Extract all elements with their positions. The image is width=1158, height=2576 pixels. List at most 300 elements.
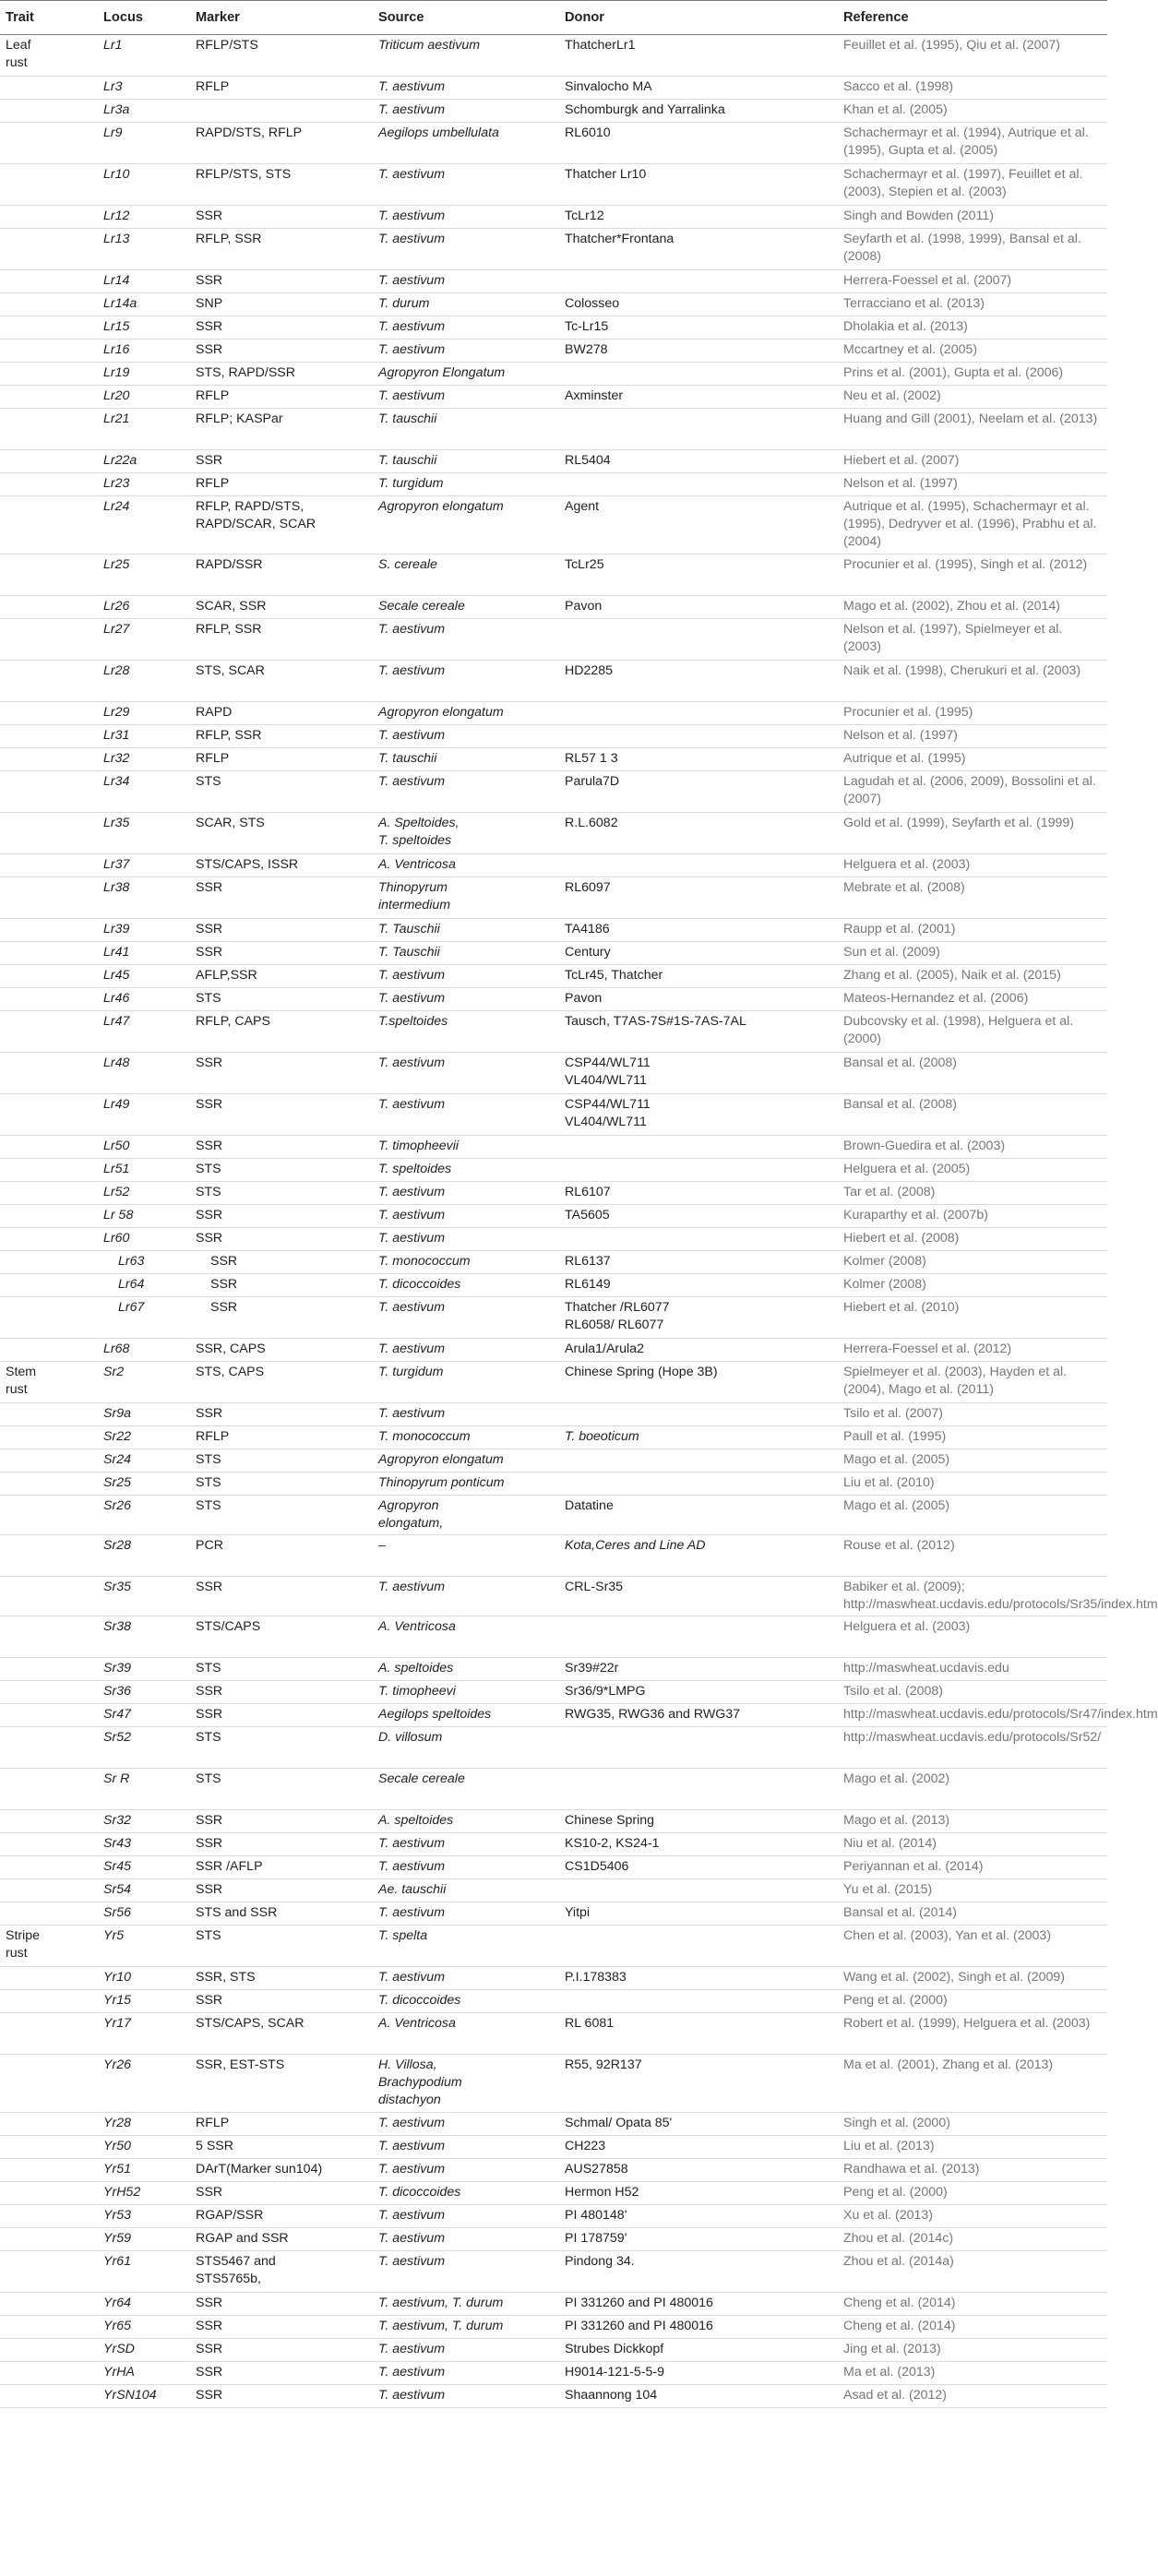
cell-locus: Lr12	[98, 206, 190, 229]
cell-trait	[0, 2205, 98, 2228]
cell-source: T. aestivum	[373, 100, 559, 123]
cell-source: T. aestivum	[373, 1339, 559, 1362]
cell-locus: Sr25	[98, 1473, 190, 1496]
cell-reference: Helguera et al. (2005)	[838, 1159, 1107, 1182]
cell-marker: STS	[190, 1473, 373, 1496]
cell-source: T. tauschii	[373, 409, 559, 450]
table-row	[0, 1426, 1107, 1449]
cell-reference: Peng et al. (2000)	[838, 1990, 1107, 2013]
cell-trait	[0, 77, 98, 100]
cell-trait	[0, 316, 98, 340]
table-row	[0, 1616, 1107, 1658]
table-row	[0, 2251, 1107, 2293]
cell-marker: RAPD/STS, RFLP	[190, 123, 373, 164]
cell-source: T. aestivum	[373, 2385, 559, 2408]
cell-marker: RFLP	[190, 77, 373, 100]
cell-trait	[0, 450, 98, 473]
cell-donor	[559, 1879, 838, 1902]
cell-donor: RL57 1 3	[559, 748, 838, 771]
cell-locus: Yr61	[98, 2251, 190, 2293]
cell-marker: STS	[190, 771, 373, 813]
cell-reference: Gold et al. (1999), Seyfarth et al. (1999)	[838, 813, 1107, 854]
cell-source: T. aestivum	[373, 965, 559, 988]
cell-reference: Tar et al. (2008)	[838, 1182, 1107, 1205]
cell-source: Ae. tauschii	[373, 1879, 559, 1902]
cell-locus: Sr39	[98, 1658, 190, 1681]
cell-marker: SSR	[190, 1251, 373, 1274]
cell-reference: Mago et al. (2005)	[838, 1449, 1107, 1473]
cell-donor: PI 178759'	[559, 2228, 838, 2251]
cell-reference: Schachermayr et al. (1994), Autrique et al. (1995), Gupta et al. (2005)	[838, 123, 1107, 164]
cell-donor: BW278	[559, 340, 838, 363]
cell-source: T. aestivum	[373, 1297, 559, 1339]
cell-marker: SSR	[190, 1577, 373, 1616]
table-row	[0, 1274, 1107, 1297]
cell-source: T. spelta	[373, 1926, 559, 1967]
cell-source: Triticum aestivum	[373, 35, 559, 77]
cell-locus: Sr2	[98, 1362, 190, 1403]
cell-donor	[559, 854, 838, 877]
cell-reference: Neu et al. (2002)	[838, 386, 1107, 409]
cell-donor: PI 480148'	[559, 2205, 838, 2228]
cell-reference: Autrique et al. (1995), Schachermayr et al. (1995), Dedryver et al. (1996), Prabhu et al. (2004)	[838, 496, 1107, 555]
table-row	[0, 619, 1107, 661]
cell-marker: STS, CAPS	[190, 1362, 373, 1403]
cell-reference: Zhang et al. (2005), Naik et al. (2015)	[838, 965, 1107, 988]
cell-source: T. aestivum	[373, 77, 559, 100]
cell-donor	[559, 1136, 838, 1159]
table-row	[0, 1011, 1107, 1053]
table-row	[0, 1297, 1107, 1339]
table-row	[0, 363, 1107, 386]
cell-source: T. aestivum	[373, 619, 559, 661]
cell-marker: PCR	[190, 1535, 373, 1577]
cell-reference: Helguera et al. (2003)	[838, 854, 1107, 877]
cell-donor: ThatcherLr1	[559, 35, 838, 77]
cell-reference: Spielmeyer et al. (2003), Hayden et al. (2004), Mago et al. (2011)	[838, 1362, 1107, 1403]
cell-reference: Brown-Guedira et al. (2003)	[838, 1136, 1107, 1159]
cell-locus: Yr64	[98, 2293, 190, 2316]
cell-reference: Tsilo et al. (2007)	[838, 1403, 1107, 1426]
table-row	[0, 2055, 1107, 2113]
cell-trait	[0, 1449, 98, 1473]
cell-donor	[559, 1769, 838, 1810]
cell-donor: Schmal/ Opata 85'	[559, 2113, 838, 2136]
cell-donor: Colosseo	[559, 293, 838, 316]
cell-donor	[559, 619, 838, 661]
cell-reference: Singh et al. (2000)	[838, 2113, 1107, 2136]
cell-donor	[559, 270, 838, 293]
cell-locus: Sr43	[98, 1833, 190, 1856]
cell-marker: SSR	[190, 2182, 373, 2205]
table-row	[0, 316, 1107, 340]
cell-trait	[0, 496, 98, 555]
cell-trait	[0, 1658, 98, 1681]
cell-locus: YrHA	[98, 2362, 190, 2385]
cell-source: T. aestivum	[373, 1403, 559, 1426]
cell-source: T. aestivum	[373, 1833, 559, 1856]
cell-reference: Zhou et al. (2014c)	[838, 2228, 1107, 2251]
table-row	[0, 1704, 1107, 1727]
cell-donor: Thatcher /RL6077 RL6058/ RL6077	[559, 1297, 838, 1339]
cell-reference: Herrera-Foessel et al. (2012)	[838, 1339, 1107, 1362]
cell-locus: Lr9	[98, 123, 190, 164]
cell-marker: STS and SSR	[190, 1902, 373, 1926]
cell-donor: RWG35, RWG36 and RWG37	[559, 1704, 838, 1727]
cell-trait	[0, 293, 98, 316]
cell-donor: RL6097	[559, 877, 838, 919]
cell-trait	[0, 409, 98, 450]
cell-reference: http://maswheat.ucdavis.edu/protocols/Sr52/	[838, 1727, 1107, 1769]
cell-locus: Lr10	[98, 164, 190, 206]
cell-source: T. aestivum	[373, 316, 559, 340]
cell-donor: Strubes Dickkopf	[559, 2339, 838, 2362]
cell-donor: RL 6081	[559, 2013, 838, 2055]
header-reference: Reference	[838, 1, 1107, 35]
cell-marker: SSR	[190, 2362, 373, 2385]
cell-locus: YrSD	[98, 2339, 190, 2362]
cell-reference: Helguera et al. (2003)	[838, 1616, 1107, 1658]
cell-donor: PI 331260 and PI 480016	[559, 2293, 838, 2316]
cell-donor: Thatcher Lr10	[559, 164, 838, 206]
cell-trait	[0, 1496, 98, 1535]
cell-donor	[559, 473, 838, 496]
cell-trait	[0, 2182, 98, 2205]
cell-marker: SSR, EST-STS	[190, 2055, 373, 2113]
table-row	[0, 2362, 1107, 2385]
table-row	[0, 1205, 1107, 1228]
cell-source: T. aestivum	[373, 1902, 559, 1926]
cell-reference: Schachermayr et al. (1997), Feuillet et al. (2003), Stepien et al. (2003)	[838, 164, 1107, 206]
cell-locus: Lr47	[98, 1011, 190, 1053]
table-row	[0, 596, 1107, 619]
cell-trait	[0, 2316, 98, 2339]
cell-source: D. villosum	[373, 1727, 559, 1769]
cell-trait: Stripe rust	[0, 1926, 98, 1967]
table-row	[0, 2182, 1107, 2205]
cell-reference: Randhawa et al. (2013)	[838, 2159, 1107, 2182]
cell-trait	[0, 1473, 98, 1496]
header-trait: Trait	[0, 1, 98, 35]
cell-locus: Yr15	[98, 1990, 190, 2013]
cell-reference: Kuraparthy et al. (2007b)	[838, 1205, 1107, 1228]
cell-locus: Yr59	[98, 2228, 190, 2251]
cell-source: T. aestivum	[373, 229, 559, 270]
cell-locus: Lr3	[98, 77, 190, 100]
table-row	[0, 877, 1107, 919]
table-row	[0, 100, 1107, 123]
cell-trait	[0, 1403, 98, 1426]
cell-donor	[559, 1473, 838, 1496]
cell-donor: R.L.6082	[559, 813, 838, 854]
cell-source: Agropyron elongatum,	[373, 1496, 559, 1535]
cell-marker: RFLP	[190, 748, 373, 771]
cell-reference: Niu et al. (2014)	[838, 1833, 1107, 1856]
table-row	[0, 1902, 1107, 1926]
cell-locus: Lr34	[98, 771, 190, 813]
cell-source: A. Ventricosa	[373, 1616, 559, 1658]
cell-locus: Lr15	[98, 316, 190, 340]
cell-marker: DArT(Marker sun104)	[190, 2159, 373, 2182]
table-row	[0, 473, 1107, 496]
cell-marker: SSR	[190, 2293, 373, 2316]
cell-source: Thinopyrum ponticum	[373, 1473, 559, 1496]
table-row	[0, 293, 1107, 316]
cell-trait	[0, 2228, 98, 2251]
cell-reference: Mebrate et al. (2008)	[838, 877, 1107, 919]
cell-reference: Singh and Bowden (2011)	[838, 206, 1107, 229]
cell-reference: Liu et al. (2013)	[838, 2136, 1107, 2159]
cell-source: A. speltoides	[373, 1810, 559, 1833]
cell-source: T. aestivum	[373, 2205, 559, 2228]
cell-reference: Mccartney et al. (2005)	[838, 340, 1107, 363]
cell-trait	[0, 988, 98, 1011]
cell-reference: Chen et al. (2003), Yan et al. (2003)	[838, 1926, 1107, 1967]
table-row	[0, 702, 1107, 725]
cell-marker: SSR	[190, 1136, 373, 1159]
cell-reference: Zhou et al. (2014a)	[838, 2251, 1107, 2293]
cell-source: A. Speltoides, T. speltoides	[373, 813, 559, 854]
cell-marker: STS, SCAR	[190, 661, 373, 702]
cell-reference: Mago et al. (2002), Zhou et al. (2014)	[838, 596, 1107, 619]
cell-trait	[0, 1810, 98, 1833]
table-row	[0, 2293, 1107, 2316]
cell-marker: STS	[190, 988, 373, 1011]
cell-source: T. aestivum	[373, 2228, 559, 2251]
cell-marker: SSR	[190, 1274, 373, 1297]
table-row	[0, 1727, 1107, 1769]
cell-donor	[559, 363, 838, 386]
cell-marker: SSR	[190, 1094, 373, 1136]
cell-locus: Yr17	[98, 2013, 190, 2055]
table-row	[0, 771, 1107, 813]
cell-reference: http://maswheat.ucdavis.edu	[838, 1658, 1107, 1681]
cell-donor: RL6107	[559, 1182, 838, 1205]
cell-trait	[0, 1833, 98, 1856]
cell-locus: Lr24	[98, 496, 190, 555]
cell-trait	[0, 1297, 98, 1339]
cell-locus: Yr28	[98, 2113, 190, 2136]
cell-trait	[0, 100, 98, 123]
table-row	[0, 1990, 1107, 2013]
cell-marker: SSR	[190, 450, 373, 473]
cell-marker: SSR	[190, 206, 373, 229]
table-row	[0, 1403, 1107, 1426]
cell-source: T. timopheevii	[373, 1136, 559, 1159]
cell-marker: SSR	[190, 1205, 373, 1228]
cell-locus: Lr22a	[98, 450, 190, 473]
cell-source: S. cereale	[373, 555, 559, 596]
table-row	[0, 1159, 1107, 1182]
cell-reference: Mago et al. (2002)	[838, 1769, 1107, 1810]
cell-marker: SSR	[190, 919, 373, 942]
cell-reference: Naik et al. (1998), Cherukuri et al. (2003)	[838, 661, 1107, 702]
table-row	[0, 1967, 1107, 1990]
cell-marker: SSR	[190, 1228, 373, 1251]
cell-locus: Sr52	[98, 1727, 190, 1769]
table-row	[0, 2013, 1107, 2055]
cell-reference: Mago et al. (2013)	[838, 1810, 1107, 1833]
table-row	[0, 164, 1107, 206]
cell-donor: Chinese Spring	[559, 1810, 838, 1833]
cell-reference: Sun et al. (2009)	[838, 942, 1107, 965]
table-row	[0, 1535, 1107, 1577]
cell-reference: Raupp et al. (2001)	[838, 919, 1107, 942]
cell-source: T. tauschii	[373, 450, 559, 473]
cell-source: T. aestivum	[373, 386, 559, 409]
cell-trait	[0, 2251, 98, 2293]
cell-trait	[0, 1856, 98, 1879]
cell-reference: Jing et al. (2013)	[838, 2339, 1107, 2362]
cell-marker: SSR	[190, 2339, 373, 2362]
cell-marker: RFLP	[190, 1426, 373, 1449]
cell-reference: Hiebert et al. (2010)	[838, 1297, 1107, 1339]
cell-source: T. aestivum	[373, 1053, 559, 1094]
cell-locus: YrSN104	[98, 2385, 190, 2408]
cell-trait	[0, 1011, 98, 1053]
cell-locus: Lr20	[98, 386, 190, 409]
cell-locus: Lr25	[98, 555, 190, 596]
cell-donor: Tc-Lr15	[559, 316, 838, 340]
cell-locus: Lr52	[98, 1182, 190, 1205]
cell-source: T. aestivum	[373, 661, 559, 702]
table-row	[0, 1228, 1107, 1251]
table-row	[0, 77, 1107, 100]
cell-donor: P.I.178383	[559, 1967, 838, 1990]
cell-reference: Paull et al. (1995)	[838, 1426, 1107, 1449]
cell-trait	[0, 2013, 98, 2055]
cell-reference: Bansal et al. (2008)	[838, 1053, 1107, 1094]
cell-marker: SSR	[190, 1704, 373, 1727]
cell-donor	[559, 1159, 838, 1182]
cell-donor: AUS27858	[559, 2159, 838, 2182]
cell-donor: Sr39#22r	[559, 1658, 838, 1681]
cell-source: H. Villosa, Brachypodium distachyon	[373, 2055, 559, 2113]
table-row	[0, 1473, 1107, 1496]
cell-trait	[0, 1769, 98, 1810]
cell-locus: Lr31	[98, 725, 190, 748]
table-row	[0, 661, 1107, 702]
table-row	[0, 2228, 1107, 2251]
cell-donor	[559, 1990, 838, 2013]
cell-trait	[0, 229, 98, 270]
cell-locus: Lr29	[98, 702, 190, 725]
table-row	[0, 1769, 1107, 1810]
table-row	[0, 942, 1107, 965]
table-row	[0, 1577, 1107, 1616]
table-row	[0, 1658, 1107, 1681]
cell-locus: Lr38	[98, 877, 190, 919]
cell-marker: STS	[190, 1658, 373, 1681]
table-row	[0, 206, 1107, 229]
cell-trait	[0, 164, 98, 206]
cell-source: T. monococcum	[373, 1251, 559, 1274]
cell-reference: Ma et al. (2001), Zhang et al. (2013)	[838, 2055, 1107, 2113]
cell-source: T. turgidum	[373, 1362, 559, 1403]
cell-locus: Sr9a	[98, 1403, 190, 1426]
cell-marker: SSR	[190, 1053, 373, 1094]
cell-marker: RFLP, SSR	[190, 619, 373, 661]
cell-locus: Lr21	[98, 409, 190, 450]
cell-locus: Lr26	[98, 596, 190, 619]
cell-source: –	[373, 1535, 559, 1577]
cell-source: T. aestivum	[373, 1182, 559, 1205]
cell-locus: YrH52	[98, 2182, 190, 2205]
cell-trait	[0, 2362, 98, 2385]
cell-donor	[559, 1403, 838, 1426]
table-row	[0, 2113, 1107, 2136]
cell-trait	[0, 1990, 98, 2013]
cell-marker: SSR	[190, 1681, 373, 1704]
table-row	[0, 555, 1107, 596]
cell-reference: Bansal et al. (2008)	[838, 1094, 1107, 1136]
cell-reference: Terracciano et al. (2013)	[838, 293, 1107, 316]
table-row	[0, 1810, 1107, 1833]
table-row	[0, 123, 1107, 164]
cell-source: T. durum	[373, 293, 559, 316]
cell-marker: STS/CAPS, SCAR	[190, 2013, 373, 2055]
cell-source: T. aestivum	[373, 2136, 559, 2159]
table-row	[0, 1496, 1107, 1535]
cell-trait	[0, 813, 98, 854]
cell-donor: Pindong 34.	[559, 2251, 838, 2293]
cell-locus: Lr27	[98, 619, 190, 661]
cell-locus: Yr26	[98, 2055, 190, 2113]
table-row	[0, 270, 1107, 293]
cell-locus: Lr46	[98, 988, 190, 1011]
cell-donor: Chinese Spring (Hope 3B)	[559, 1362, 838, 1403]
cell-reference: Periyannan et al. (2014)	[838, 1856, 1107, 1879]
cell-donor: CS1D5406	[559, 1856, 838, 1879]
cell-trait	[0, 1159, 98, 1182]
cell-marker	[190, 100, 373, 123]
cell-locus: Yr51	[98, 2159, 190, 2182]
header-source: Source	[373, 1, 559, 35]
cell-reference: Dubcovsky et al. (1998), Helguera et al. (2000)	[838, 1011, 1107, 1053]
table-row	[0, 748, 1107, 771]
table-row	[0, 229, 1107, 270]
cell-donor: Datatine	[559, 1496, 838, 1535]
cell-donor: CH223	[559, 2136, 838, 2159]
cell-donor	[559, 1228, 838, 1251]
cell-reference: Wang et al. (2002), Singh et al. (2009)	[838, 1967, 1107, 1990]
cell-reference: Procunier et al. (1995)	[838, 702, 1107, 725]
cell-marker: SSR	[190, 942, 373, 965]
cell-donor: RL6010	[559, 123, 838, 164]
cell-marker: STS	[190, 1159, 373, 1182]
cell-source: T. turgidum	[373, 473, 559, 496]
table-row	[0, 1833, 1107, 1856]
cell-locus: Sr24	[98, 1449, 190, 1473]
cell-donor: Parula7D	[559, 771, 838, 813]
cell-reference: Dholakia et al. (2013)	[838, 316, 1107, 340]
cell-reference: Herrera-Foessel et al. (2007)	[838, 270, 1107, 293]
cell-trait	[0, 1251, 98, 1274]
cell-locus: Lr45	[98, 965, 190, 988]
cell-trait: Stem rust	[0, 1362, 98, 1403]
cell-reference: Huang and Gill (2001), Neelam et al. (2013)	[838, 409, 1107, 450]
cell-source: T. monococcum	[373, 1426, 559, 1449]
cell-source: T. timopheevi	[373, 1681, 559, 1704]
cell-donor: RL6149	[559, 1274, 838, 1297]
cell-source: T. aestivum	[373, 270, 559, 293]
cell-marker: STS	[190, 1926, 373, 1967]
cell-marker: STS	[190, 1496, 373, 1535]
cell-marker: RFLP	[190, 386, 373, 409]
cell-reference: Hiebert et al. (2008)	[838, 1228, 1107, 1251]
cell-marker: STS5467 and STS5765b,	[190, 2251, 373, 2293]
cell-trait	[0, 1274, 98, 1297]
